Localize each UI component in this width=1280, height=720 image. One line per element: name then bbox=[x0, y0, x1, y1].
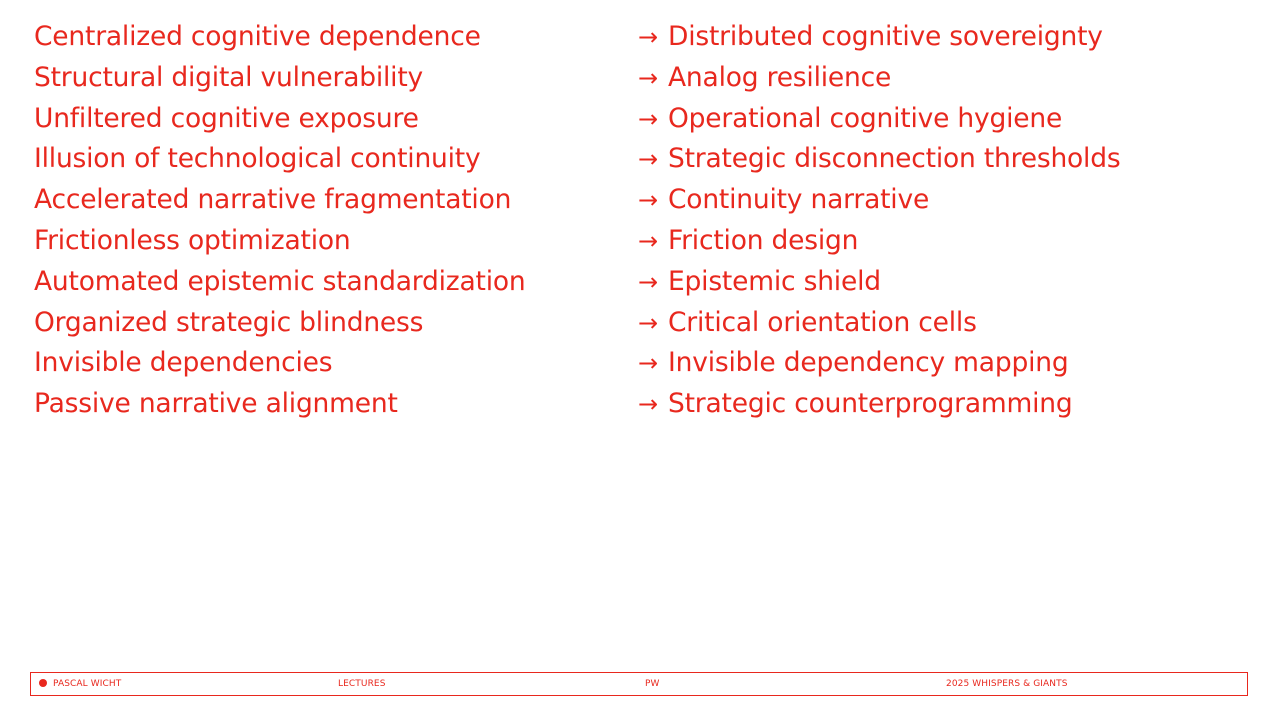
from-text: Centralized cognitive dependence bbox=[34, 21, 481, 52]
author-name: PASCAL WICHT bbox=[53, 679, 122, 689]
arrow-right-icon: → bbox=[638, 186, 658, 215]
to-text: Analog resilience bbox=[668, 61, 892, 93]
arrow-right-icon: → bbox=[638, 104, 658, 133]
to-text: Invisible dependency mapping bbox=[668, 347, 1069, 379]
from-text: Frictionless optimization bbox=[34, 224, 351, 256]
dot-icon bbox=[39, 679, 47, 687]
arrow-right-icon: → bbox=[638, 308, 658, 337]
footer-logo: PW bbox=[645, 679, 660, 689]
from-text: Accelerated narrative fragmentation bbox=[34, 184, 512, 216]
from-text: Passive narrative alignment bbox=[34, 388, 398, 420]
to-text: Distributed cognitive sovereignty bbox=[668, 21, 1103, 52]
to-group bbox=[638, 99, 1062, 140]
to-text: Operational cognitive hygiene bbox=[668, 102, 1063, 134]
mapping-row bbox=[34, 180, 1246, 221]
to-text: Critical orientation cells bbox=[668, 306, 977, 338]
to-text: Strategic counterprogramming bbox=[668, 388, 1073, 420]
mapping-row bbox=[34, 139, 1246, 180]
to-group bbox=[638, 58, 891, 99]
arrow-right-icon: → bbox=[638, 145, 658, 174]
from-text: Automated epistemic standardization bbox=[34, 265, 526, 297]
footer-author bbox=[39, 673, 121, 695]
arrow-right-icon: → bbox=[638, 226, 658, 255]
arrow-right-icon: → bbox=[638, 267, 658, 296]
footer-section: LECTURES bbox=[338, 679, 386, 689]
footer-bar bbox=[30, 672, 1248, 696]
from-text: Illusion of technological continuity bbox=[34, 143, 481, 175]
mapping-row bbox=[34, 343, 1246, 384]
footer-credit: 2025 WHISPERS & GIANTS bbox=[946, 679, 1068, 689]
to-group bbox=[638, 17, 1103, 58]
mapping-row bbox=[34, 384, 1246, 425]
mapping-row bbox=[34, 303, 1246, 344]
arrow-right-icon: → bbox=[638, 63, 658, 92]
to-text: Strategic disconnection thresholds bbox=[668, 143, 1121, 175]
from-text: Organized strategic blindness bbox=[34, 306, 424, 338]
to-text: Epistemic shield bbox=[668, 265, 881, 297]
to-group bbox=[638, 139, 1120, 180]
to-group bbox=[638, 262, 881, 303]
mapping-row bbox=[34, 262, 1246, 303]
from-text: Structural digital vulnerability bbox=[34, 61, 424, 93]
to-group bbox=[638, 221, 858, 262]
mapping-row bbox=[34, 221, 1246, 262]
arrow-right-icon: → bbox=[638, 349, 658, 378]
from-text: Invisible dependencies bbox=[34, 347, 333, 379]
to-group bbox=[638, 180, 929, 221]
arrow-right-icon: → bbox=[638, 390, 658, 419]
from-text: Unfiltered cognitive exposure bbox=[34, 102, 419, 134]
to-text: Continuity narrative bbox=[668, 184, 930, 216]
mapping-row bbox=[34, 99, 1246, 140]
mapping-list bbox=[34, 17, 1246, 425]
mapping-row bbox=[34, 58, 1246, 99]
mapping-row bbox=[34, 17, 1246, 58]
to-group bbox=[638, 384, 1073, 425]
to-text: Friction design bbox=[668, 224, 859, 256]
arrow-right-icon: → bbox=[638, 23, 658, 51]
to-group bbox=[638, 303, 977, 344]
to-group bbox=[638, 343, 1068, 384]
